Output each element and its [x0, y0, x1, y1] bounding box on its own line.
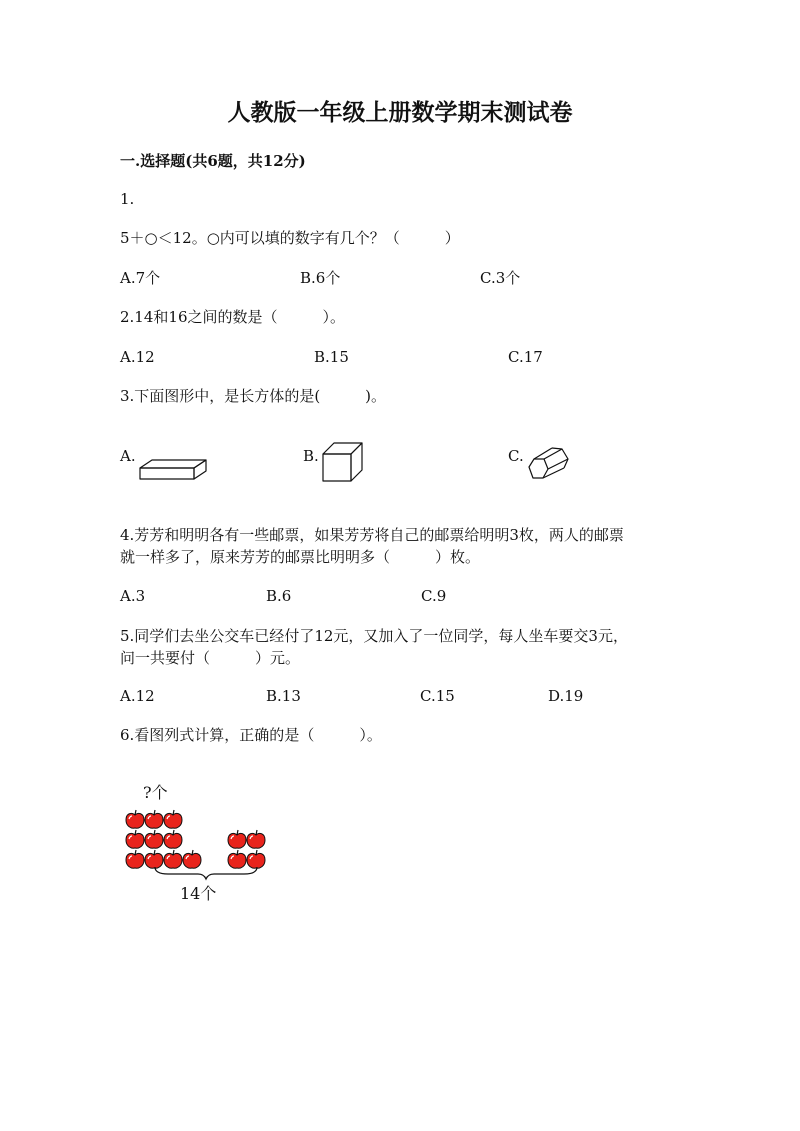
q4-option-c[interactable]: C.9: [421, 587, 447, 605]
total-count-label: 14个: [180, 884, 217, 903]
apple-icon: [247, 850, 265, 868]
apple-icon: [126, 810, 144, 828]
q4-stem-line2: 就一样多了，原来芳芳的邮票比明明多（ ）枚。: [120, 548, 481, 566]
q4-stem-line1: 4.芳芳和明明各有一些邮票，如果芳芳将自己的邮票给明明3枚，两人的邮票: [120, 526, 624, 544]
q2-option-c[interactable]: C.17: [508, 348, 543, 366]
q1-option-a[interactable]: A.7个: [120, 269, 161, 287]
total-brace: [155, 867, 257, 879]
q5-option-c[interactable]: C.15: [420, 687, 455, 705]
q1-stem: 5＋○＜12。○内可以填的数字有几个？（ ）: [120, 229, 460, 247]
q5-stem-line2: 问一共要付（ ）元。: [120, 649, 301, 667]
apple-icon: [145, 830, 163, 848]
apple-figure-canvas: [120, 778, 290, 908]
q2-option-b[interactable]: B.15: [314, 348, 349, 366]
q3-stem: 3.下面图形中，是长方体的是( )。: [120, 387, 387, 405]
section-heading-choice: 一.选择题(共6题，共12分): [120, 152, 306, 170]
q6-stem: 6.看图列式计算，正确的是（ ）。: [120, 726, 382, 744]
q2-stem: 2.14和16之间的数是（ ）。: [120, 308, 345, 326]
cuboid-shape-icon: [138, 456, 210, 482]
q3-option-c[interactable]: C.: [508, 447, 524, 465]
q5-option-a[interactable]: A.12: [120, 687, 155, 705]
apple-icon: [164, 850, 182, 868]
apple-icon: [164, 810, 182, 828]
q4-option-b[interactable]: B.6: [266, 587, 292, 605]
q4-option-a[interactable]: A.3: [120, 587, 146, 605]
q5-option-d[interactable]: D.19: [548, 687, 584, 705]
apple-icon: [145, 810, 163, 828]
page-title: 人教版一年级上册数学期末测试卷: [227, 99, 573, 126]
apple-group: [126, 810, 265, 868]
apple-icon: [126, 830, 144, 848]
apple-icon: [228, 830, 246, 848]
q1-number: 1.: [120, 190, 135, 208]
q5-option-b[interactable]: B.13: [266, 687, 301, 705]
q3-option-a[interactable]: A.: [120, 447, 136, 465]
apple-icon: [126, 850, 144, 868]
unknown-count-label: ?个: [143, 783, 168, 802]
apple-figure: [120, 778, 290, 908]
q1-option-c[interactable]: C.3个: [480, 269, 521, 287]
hexagonal-prism-shape-icon: [526, 445, 572, 483]
q3-option-b[interactable]: B.: [303, 447, 319, 465]
q5-stem-line1: 5.同学们去坐公交车已经付了12元，又加入了一位同学，每人坐车要交3元，: [120, 627, 628, 645]
q2-option-a[interactable]: A.12: [120, 348, 155, 366]
apple-icon: [247, 830, 265, 848]
apple-icon: [145, 850, 163, 868]
q1-option-b[interactable]: B.6个: [300, 269, 341, 287]
cube-shape-icon: [320, 440, 366, 484]
apple-icon: [164, 830, 182, 848]
apple-icon: [183, 850, 201, 868]
apple-icon: [228, 850, 246, 868]
